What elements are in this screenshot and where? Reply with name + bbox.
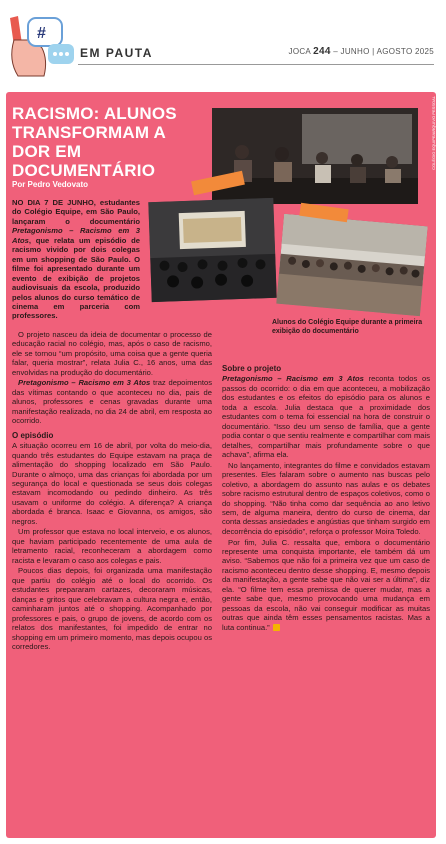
photo-audience-image [276,214,427,316]
article-intro [12,198,140,322]
photo-screening-image [148,198,276,302]
article-title: RACISMO: ALUNOS TRANSFORMAM A DOR EM DOCUMENTÁRIO [12,104,177,180]
photo-credit: COLÉGIO EQUIPE/ARQUIVO PESSOAL [431,96,436,170]
paragraph: No lançamento, integrantes do filme e convidados estavam presentes. Eles falaram sobre o aumento nas buscas pelo coletivo, a abordagem do assunto nas aulas e os debates sobre racismo estrutural dentro de espaços coletivos, como o do shopping. “Não tinha como dar sequência ao ano letivo sem, de alguma maneira, dentro do curso de cinema, dar conta dessas ansiedades e angústias que tinham surgido em decorrência do episódio”, reforça o professor Moira Toledo. [222,460,430,536]
photo-caption: Alunos do Colégio Equipe durante a primeira exibição do documentário [272,319,423,335]
lead-paragraph: NO DIA 7 DE JUNHO, estudantes do Colégio Equipe, em São Paulo, lançaram o documentário Pretagonismo – Racismo em 3 Atos, que relata um episódio de racismo vivido por dois colegas em um shopping de São Paulo. O filme foi apresentado durante um evento de exibição de projetos audiovisuais da escola, produzido pelos alunos do curso temático de cinema em parceria com professores. [12,198,140,321]
photo-panel-image [212,108,418,204]
header-divider [78,64,434,65]
paragraph: Um professor que estava no local interveio, e os alunos, que haviam participado recentemente de uma aula de letramento racial, reconheceram a abordagem como racista e levaram o caso aos colegas e pais. [12,527,212,565]
page-header [0,0,446,84]
byline: Por Pedro Vedovato [12,180,89,189]
paragraph: Pretagonismo – Racismo em 3 Atos reconta todos os passos do ocorrido: o dia em que aconteceu, a mobilização dos estudantes e os efeitos do episódio para os alunos e toda a escola. Julia destaca que a proximidade dos estudantes com o tema foi essencial na hora de construir o documentário. “Isso deu um senso de família, que a gente podia contar o que sentiu realmente e compartilhar com mais detalhes, compartilhar mais profundamente sobre o que achava”, afirma ela. [222,374,430,460]
end-mark-icon [273,624,280,631]
paragraph: Por fim, Julia C. ressalta que, embora o documentário represente uma conquista importante, ele também dá um aviso. “Sabemos que não foi a primeira vez que um caso de racismo aconteceu dentro desse shopping. E, mesmo depois da manifestação, a gente sabe que não vai ser a última”, diz ela. “O filme tem essa premissa de querer mudar, mas a gente sabe que, mesmo provocando uma mudança em pessoas da escola, não vai conseguir modificar as muitas outras que ainda têm esses pensamentos racistas. Mas a luta continua.” [222,537,430,632]
paragraph: Pretagonismo – Racismo em 3 Atos traz depoimentos das vítimas contando o que aconteceu no dia, pais de alunos, professores e cenas gravadas durante uma manifestação realizada, no dia 24 de abril, em resposta ao ocorrido. [12,378,212,426]
subheading-episodio: O episódio [12,430,54,440]
paragraph: O projeto nasceu da ideia de documentar o processo de educação racial no colégio, mas, após o caso de racismo, ele se tornou “um propósito, uma coisa que a gente queria falar, queria mostrar”, relata Julia C., 16 anos, uma das envolvidas na produção do documentário. [12,330,212,377]
issue-info: JOCA 244 – JUNHO | AGOSTO 2025 [288,46,434,57]
svg-text:#: # [37,25,46,42]
photo-panel-discussion [212,108,418,204]
article-column-right [222,356,430,834]
article-column-left [12,330,212,835]
photo-screening-room [148,198,276,302]
photo-audience-hall [276,214,427,316]
hand-hashtag-logo-icon [4,10,76,80]
subheading-projeto: Sobre o projeto [222,364,282,373]
paragraph: Poucos dias depois, foi organizada uma manifestação que partiu do colégio até o local do ocorrido. Os estudantes prepararam cartazes, decoraram músicas, danças e gritos que celebravam a cultura negra e, então, caminharam juntos até o shopping. Acompanhado por professores e pais, o grupo de jovens, de acordo com os relatos dos manifestantes, foi impedido de entrar no shopping em um primeiro momento, mas depois ocupou os corredores. [12,566,212,652]
section-label: EM PAUTA [80,46,153,60]
paragraph: A situação ocorreu em 16 de abril, por volta do meio-dia, quando três estudantes do Equipe estavam na praça de alimentação do shopping localizado em São Paulo. Durante o almoço, uma das crianças foi abordada por um segurança do local e questionada se seus dois colegas estavam incomodando ou pedindo dinheiro. As três usavam o uniforme do colégio. A diferença? A criança abordada é branca. Isaac e Giovanna, os amigos, são negros. [12,441,212,526]
